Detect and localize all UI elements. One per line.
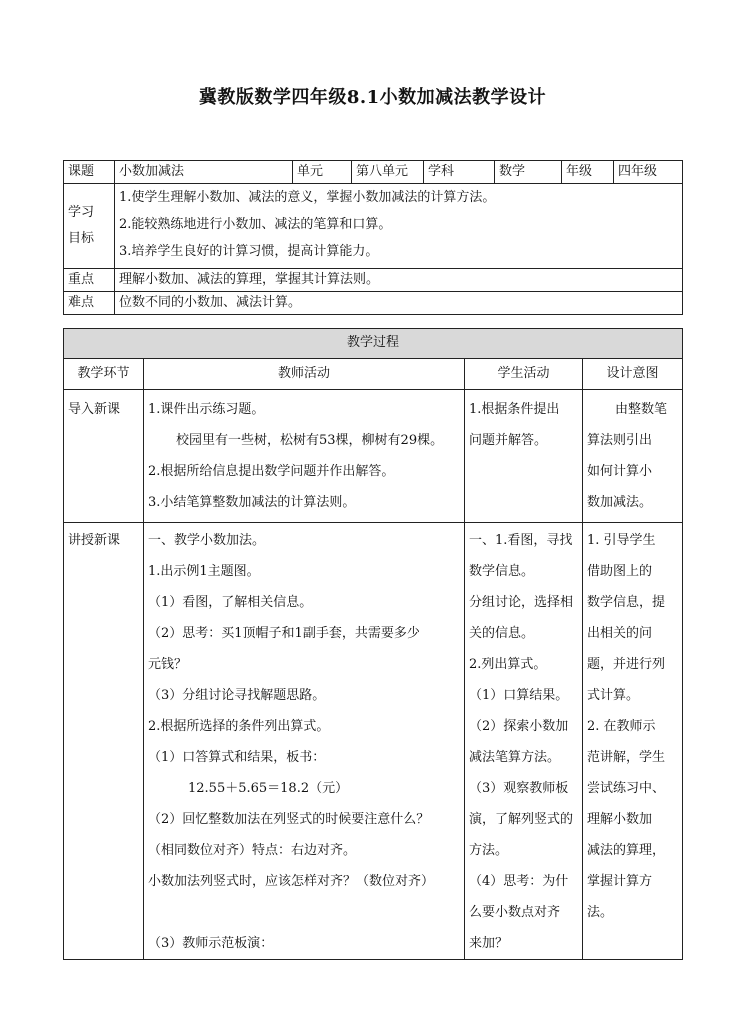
student-line: 一、1.看图，寻找 <box>469 533 573 548</box>
topic-value: 小数加减法 <box>115 161 293 184</box>
intent-line: 尝试练习中、 <box>587 781 666 796</box>
stage-label: 导入新课 <box>68 402 121 417</box>
subject-label: 学科 <box>424 161 495 184</box>
intent-line: 理解小数加 <box>587 812 653 827</box>
unit-value: 第八单元 <box>352 161 424 184</box>
grade-label: 年级 <box>562 161 614 184</box>
grade-value: 四年级 <box>614 161 683 184</box>
student-line: 演，了解列竖式的 <box>469 812 574 827</box>
student-line: 2.列出算式。 <box>469 657 547 672</box>
key-value: 理解小数加、减法的算理，掌握其计算法则。 <box>115 269 683 292</box>
teacher-line: 元钱？ <box>148 657 188 672</box>
intent-line: 如何计算小 <box>587 464 653 479</box>
intent-line: 数学信息，提 <box>587 595 666 610</box>
intent-line: 减法的算理， <box>587 843 666 858</box>
teacher-line: （2）回忆整数加法在列竖式的时候要注意什么？ <box>148 812 430 827</box>
column-header: 学生活动 <box>465 359 583 390</box>
stage-cell <box>64 390 144 523</box>
goal-item: 1.使学生理解小数加、减法的意义，掌握小数加减法的计算方法。 <box>119 190 496 205</box>
intent-line: 由整数笔 <box>615 402 668 417</box>
student-line: 方法。 <box>469 843 509 858</box>
intent-line: 出相关的问 <box>587 626 653 641</box>
intent-line: 题，并进行列 <box>587 657 666 672</box>
intent-line: 算法则引出 <box>587 433 653 448</box>
topic-label: 课题 <box>64 161 115 184</box>
process-table <box>63 328 683 960</box>
teacher-line: 2.根据所给信息提出数学问题并作出解答。 <box>148 464 395 479</box>
goals-value <box>115 184 683 269</box>
goals-label-line: 学习 <box>68 205 95 220</box>
goals-label <box>64 184 115 269</box>
teacher-line: 一、教学小数加法。 <box>148 533 266 548</box>
student-line: （4）思考：为什 <box>469 874 569 889</box>
student-line: 问题并解答。 <box>469 433 548 448</box>
student-line: 来加？ <box>469 936 509 951</box>
design-intent <box>583 523 683 960</box>
student-line: 么要小数点对齐 <box>469 905 561 920</box>
intent-line: 掌握计算方 <box>587 874 653 889</box>
intent-line: 2. 在教师示 <box>587 719 656 734</box>
student-line: 分组讨论，选择相 <box>469 595 574 610</box>
column-header: 设计意图 <box>583 359 683 390</box>
unit-label: 单元 <box>293 161 352 184</box>
column-header: 教师活动 <box>144 359 465 390</box>
student-line: 数学信息。 <box>469 564 535 579</box>
stage-cell <box>64 523 144 960</box>
teacher-line: 2.根据所选择的条件列出算式。 <box>148 719 330 734</box>
teacher-line: 3.小结笔算整数加减法的计算法则。 <box>148 495 356 510</box>
teacher-line: 1.出示例1主题图。 <box>148 564 260 579</box>
teacher-activity <box>144 523 465 960</box>
difficulty-label: 难点 <box>64 292 115 315</box>
teacher-line-blank <box>148 897 460 928</box>
student-line: （1）口算结果。 <box>469 688 569 703</box>
key-label: 重点 <box>64 269 115 292</box>
teacher-line: 小数加法列竖式时，应该怎样对齐？（数位对齐） <box>148 874 435 889</box>
intent-line: 数加减法。 <box>587 495 653 510</box>
difficulty-value: 位数不同的小数加、减法计算。 <box>115 292 683 315</box>
teacher-line: 1.课件出示练习题。 <box>148 402 265 417</box>
student-activity <box>465 523 583 960</box>
student-line: （2）探索小数加 <box>469 719 569 734</box>
teacher-line: 校园里有一些树，松树有53棵，柳树有29棵。 <box>176 433 444 448</box>
process-header: 教学过程 <box>64 329 683 359</box>
intent-line: 范讲解，学生 <box>587 750 666 765</box>
column-header: 教学环节 <box>64 359 144 390</box>
design-intent <box>583 390 683 523</box>
student-line: （3）观察教师板 <box>469 781 569 796</box>
teacher-line: 12.55＋5.65＝18.2（元） <box>188 781 349 796</box>
student-activity <box>465 390 583 523</box>
goal-item: 2.能较熟练地进行小数加、减法的笔算和口算。 <box>119 217 392 232</box>
student-line: 关的信息。 <box>469 626 535 641</box>
stage-label: 讲授新课 <box>68 533 121 548</box>
goals-label-line: 目标 <box>68 231 95 246</box>
info-table <box>63 160 683 315</box>
intent-line: 法。 <box>587 905 614 920</box>
intent-line: 1. 引导学生 <box>587 533 656 548</box>
teacher-line: （1）口答算式和结果，板书： <box>148 750 326 765</box>
teacher-line: （2）思考：买1顶帽子和1副手套，共需要多少 <box>148 626 420 641</box>
teacher-line: （3）分组讨论寻找解题思路。 <box>148 688 326 703</box>
subject-value: 数学 <box>495 161 562 184</box>
student-line: 减法笔算方法。 <box>469 750 561 765</box>
student-line: 1.根据条件提出 <box>469 402 560 417</box>
teacher-line: （相同数位对齐）特点：右边对齐。 <box>148 843 357 858</box>
teacher-activity <box>144 390 465 523</box>
teacher-line: （1）看图，了解相关信息。 <box>148 595 313 610</box>
intent-line: 借助图上的 <box>587 564 653 579</box>
intent-line: 式计算。 <box>587 688 640 703</box>
page-title: 冀教版数学四年级8.1小数加减法教学设计 <box>198 87 547 108</box>
teacher-line: （3）教师示范板演： <box>148 936 274 951</box>
goal-item: 3.培养学生良好的计算习惯，提高计算能力。 <box>119 244 379 259</box>
